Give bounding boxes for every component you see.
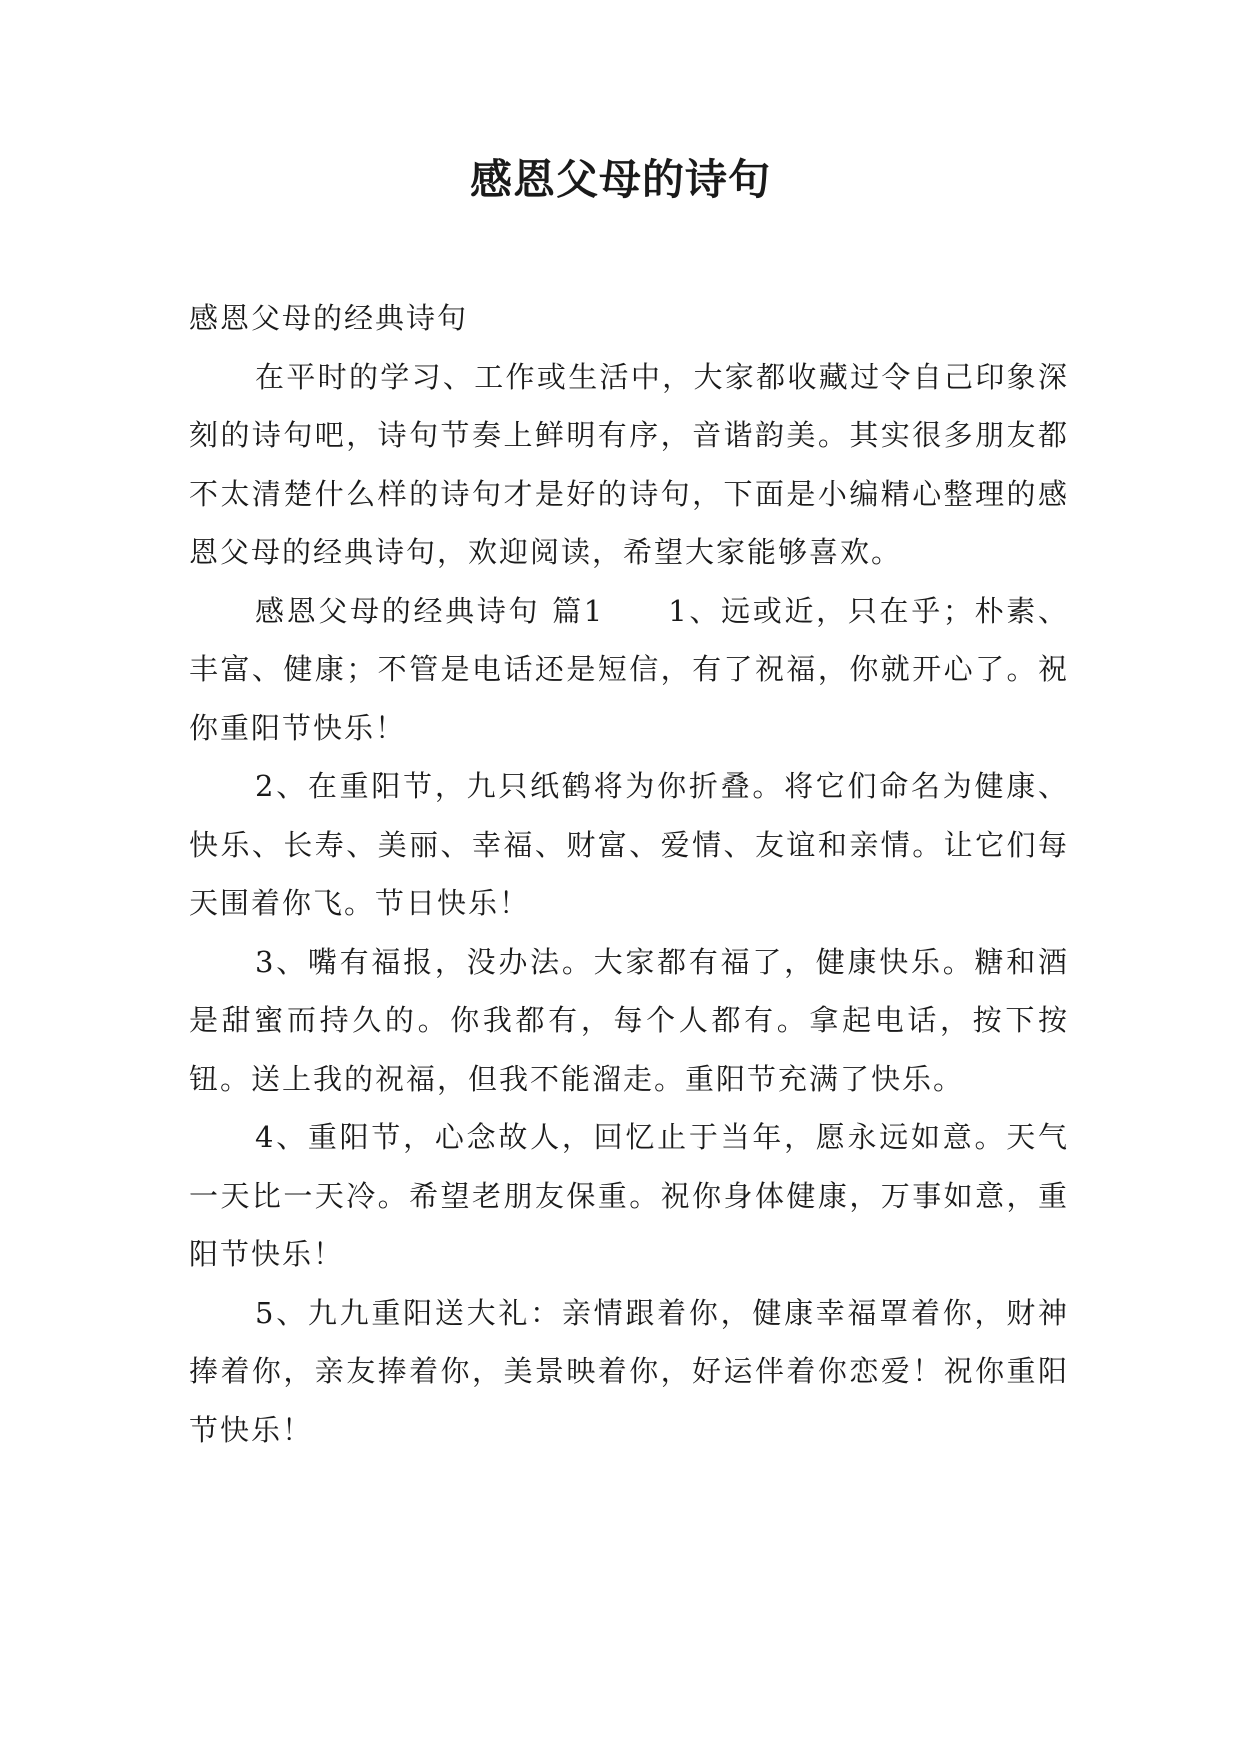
section-heading: 感恩父母的经典诗句 bbox=[189, 301, 469, 335]
document-body bbox=[189, 289, 1069, 1459]
intro-paragraph: 在平时的学习、工作或生活中，大家都收藏过令自己印象深刻的诗句吧，诗句节奏上鲜明有序，音谐韵美。其实很多朋友都不太清楚什么样的诗句才是好的诗句，下面是小编精心整理的感恩父母的经典诗句，欢迎阅读，希望大家能够喜欢。 bbox=[189, 359, 1069, 569]
poem-paragraph-3: 3、嘴有福报，没办法。大家都有福了，健康快乐。糖和酒是甜蜜而持久的。你我都有，每个人都有。拿起电话，按下按钮。送上我的祝福，但我不能溜走。重阳节充满了快乐。 bbox=[189, 944, 1069, 1096]
page-title: 感恩父母的诗句 bbox=[469, 155, 771, 204]
poem-paragraph-5: 5、九九重阳送大礼：亲情跟着你，健康幸福罩着你，财神捧着你，亲友捧着你，美景映着你，好运伴着你恋爱！祝你重阳节快乐！ bbox=[189, 1295, 1069, 1447]
poem-paragraph-2: 2、在重阳节，九只纸鹤将为你折叠。将它们命名为健康、快乐、长寿、美丽、幸福、财富、爱情、友谊和亲情。让它们每天围着你飞。节日快乐！ bbox=[189, 769, 1069, 920]
poem-paragraph-4: 4、重阳节，心念故人，回忆止于当年，愿永远如意。天气一天比一天冷。希望老朋友保重。祝你身体健康，万事如意，重阳节快乐！ bbox=[189, 1120, 1069, 1271]
poem-paragraph-1: 感恩父母的经典诗句 篇1 1、远或近，只在乎；朴素、丰富、健康；不管是电话还是短信，有了祝福，你就开心了。祝你重阳节快乐！ bbox=[189, 593, 1069, 745]
